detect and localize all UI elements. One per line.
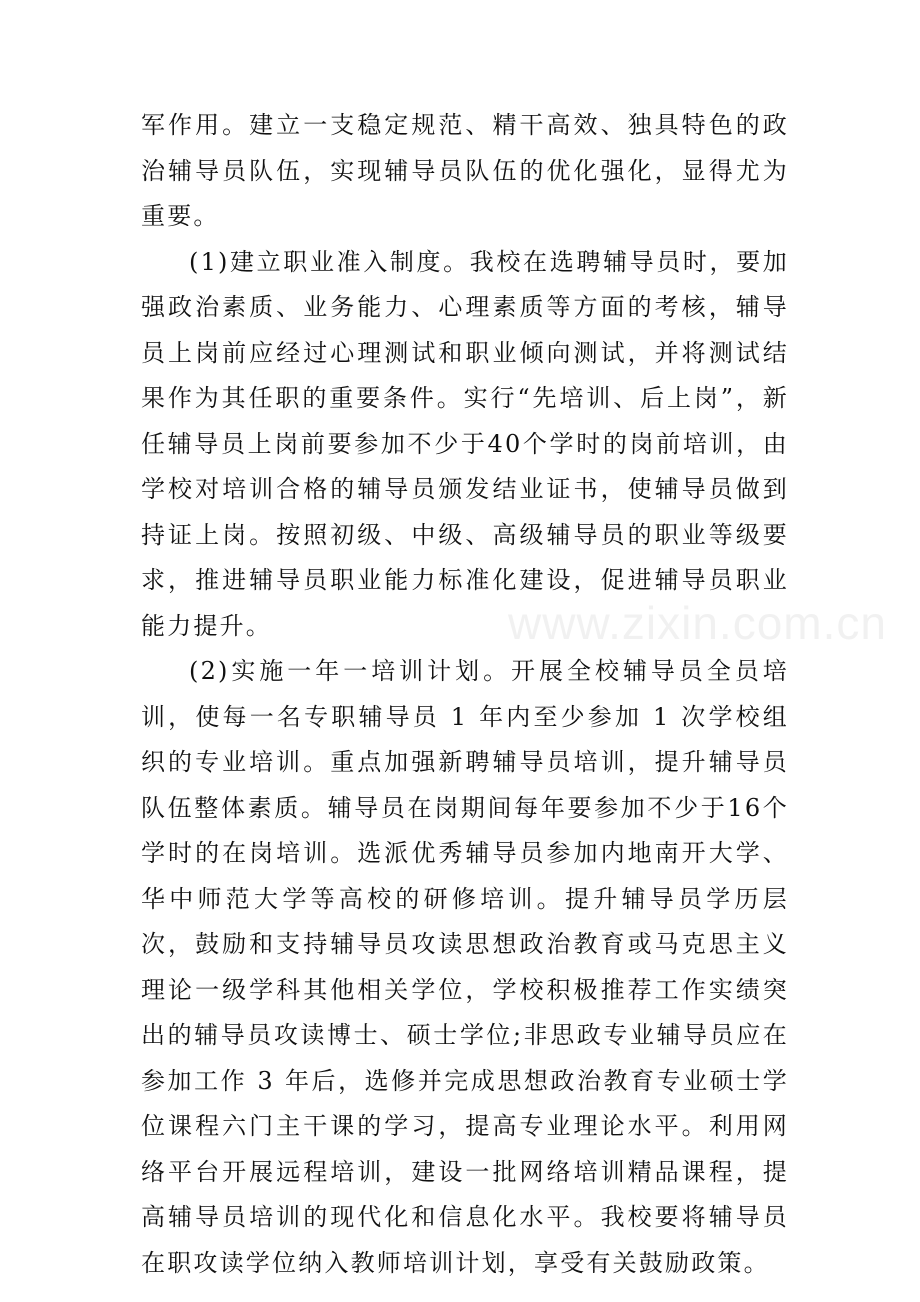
paragraph-career-entry-system: (1)建立职业准入制度。我校在选聘辅导员时，要加强政治素质、业务能力、心理素质等方面的考核，辅导员上岗前应经过心理测试和职业倾向测试，并将测试结果作为其任职的重要条件。实行“先培训、后上岗”，新任辅导员上岗前要参加不少于40个学时的岗前培训，由学校对培训合格的辅导员颁发结业证书，使辅导员做到持证上岗。按照初级、中级、高级辅导员的职业等级要求，推进辅导员职业能力标准化建设，促进辅导员职业能力提升。 [141, 247, 789, 640]
document-body [141, 103, 789, 1286]
paragraph-continuation: 军作用。建立一支稳定规范、精干高效、独具特色的政治辅导员队伍，实现辅导员队伍的优化强化，显得尤为重要。 [141, 111, 789, 230]
watermark-text: www.zixin.com.cn [508, 597, 887, 649]
paragraph-annual-training-plan: (2)实施一年一培训计划。开展全校辅导员全员培训，使每一名专职辅导员 1 年内至少参加 1 次学校组织的专业培训。重点加强新聘辅导员培训，提升辅导员队伍整体素质。辅导员在岗期间每年要参加不少于16个学时的在岗培训。选派优秀辅导员参加内地南开大学、华中师范大学等高校的研修培训。提升辅导员学历层次，鼓励和支持辅导员攻读思想政治教育或马克思主义理论一级学科其他相关学位，学校积极推荐工作实绩突出的辅导员攻读博士、硕士学位;非思政专业辅导员应在参加工作 3 年后，选修并完成思想政治教育专业硕士学位课程六门主干课的学习，提高专业理论水平。利用网络平台开展远程培训，建设一批网络培训精品课程，提高辅导员培训的现代化和信息化水平。我校要将辅导员在职攻读学位纳入教师培训计划，享受有关鼓励政策。 [141, 657, 789, 1277]
